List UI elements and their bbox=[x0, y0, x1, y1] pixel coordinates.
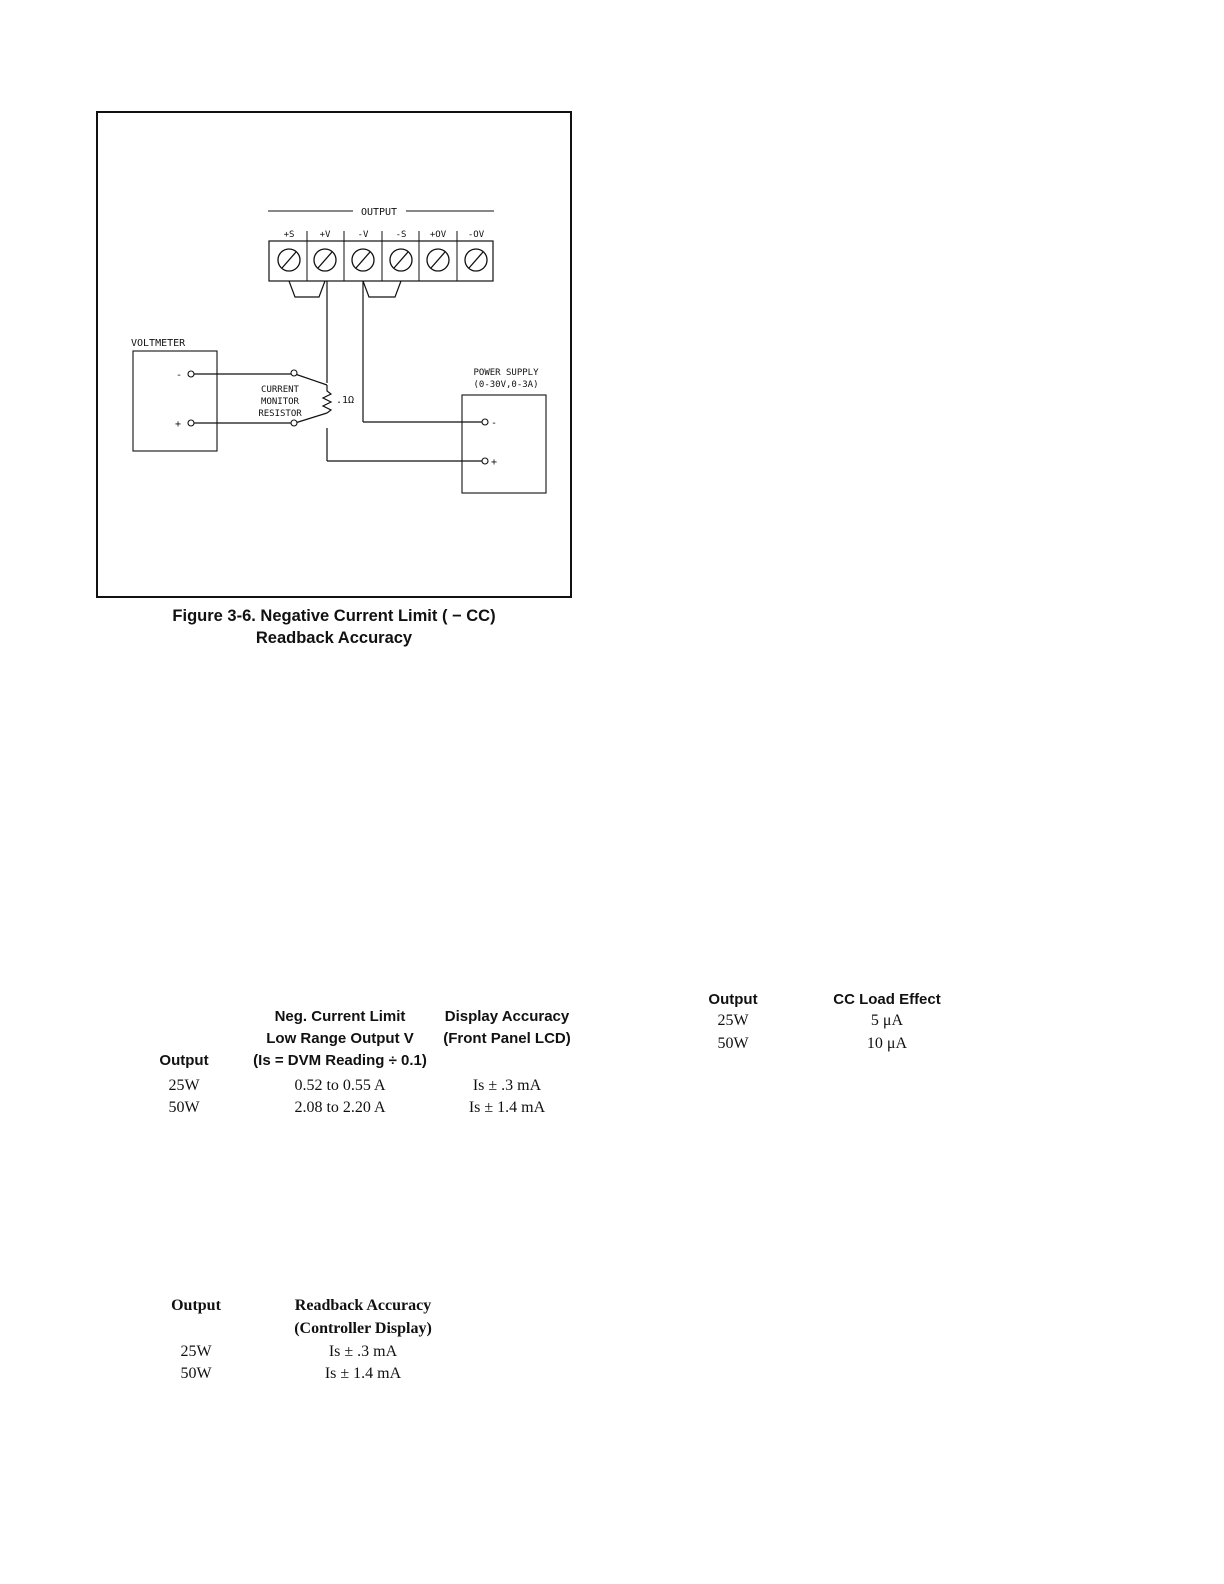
voltmeter-minus-label: - bbox=[176, 370, 183, 381]
col-header-output: Output bbox=[159, 1052, 209, 1069]
table-cell: 10 μA bbox=[866, 1035, 908, 1052]
table-cell: 50W bbox=[717, 1035, 749, 1052]
terminal-label: -S bbox=[395, 230, 407, 240]
table-cell: 25W bbox=[717, 1012, 749, 1029]
terminal-block bbox=[269, 241, 493, 297]
col-header-output: Output bbox=[171, 1297, 221, 1314]
resistor-value: .1Ω bbox=[336, 395, 355, 406]
terminal-label: +V bbox=[319, 230, 331, 240]
col-header-cc-load-effect: CC Load Effect bbox=[833, 991, 941, 1008]
table-cell: Is ± 1.4 mA bbox=[324, 1365, 402, 1382]
terminal-label: -OV bbox=[467, 230, 485, 240]
figure-caption: Figure 3-6. Negative Current Limit ( − CC) bbox=[172, 607, 496, 625]
table-cell: 50W bbox=[168, 1099, 200, 1116]
power-supply-box bbox=[462, 395, 546, 493]
table-cell: Is ± .3 mA bbox=[472, 1077, 542, 1094]
resistor-label: RESISTOR bbox=[258, 409, 302, 419]
table-cell: 50W bbox=[180, 1365, 212, 1382]
output-label: OUTPUT bbox=[360, 207, 398, 218]
voltmeter-box bbox=[133, 351, 217, 451]
table-cell: 2.08 to 2.20 A bbox=[294, 1099, 386, 1116]
col-header-display-accuracy: (Front Panel LCD) bbox=[443, 1030, 571, 1047]
table-cell: 5 μA bbox=[870, 1012, 904, 1029]
voltmeter-label: VOLTMETER bbox=[131, 338, 186, 349]
resistor-label: CURRENT bbox=[261, 385, 299, 395]
resistor-label: MONITOR bbox=[261, 397, 299, 407]
ps-minus-label: - bbox=[491, 418, 498, 429]
col-header-neg-limit: (Is = DVM Reading ÷ 0.1) bbox=[253, 1052, 427, 1069]
col-header-readback-accuracy: Readback Accuracy bbox=[294, 1297, 432, 1314]
col-header-neg-limit: Neg. Current Limit bbox=[274, 1008, 406, 1025]
table-cell: 25W bbox=[168, 1077, 200, 1094]
power-supply-label: POWER SUPPLY bbox=[473, 368, 539, 378]
table-cell: Is ± .3 mA bbox=[328, 1343, 398, 1360]
wiring-diagram bbox=[98, 113, 570, 596]
col-header-neg-limit: Low Range Output V bbox=[266, 1030, 414, 1047]
table-cell: Is ± 1.4 mA bbox=[468, 1099, 546, 1116]
figure-frame bbox=[96, 111, 572, 598]
col-header-display-accuracy: Display Accuracy bbox=[444, 1008, 570, 1025]
voltmeter-plus-label: + bbox=[175, 419, 182, 430]
figure-caption-line2: Readback Accuracy bbox=[255, 629, 413, 647]
terminal-label: +S bbox=[283, 230, 295, 240]
terminal-label: -V bbox=[357, 230, 369, 240]
terminal-label: +OV bbox=[429, 230, 447, 240]
table-cell: 25W bbox=[180, 1343, 212, 1360]
col-header-output: Output bbox=[708, 991, 758, 1008]
power-supply-range: (0-30V,0-3A) bbox=[473, 380, 539, 390]
col-header-readback-accuracy: (Controller Display) bbox=[294, 1320, 432, 1337]
table-cell: 0.52 to 0.55 A bbox=[294, 1077, 386, 1094]
ps-plus-label: + bbox=[491, 457, 498, 468]
wires bbox=[191, 281, 482, 461]
